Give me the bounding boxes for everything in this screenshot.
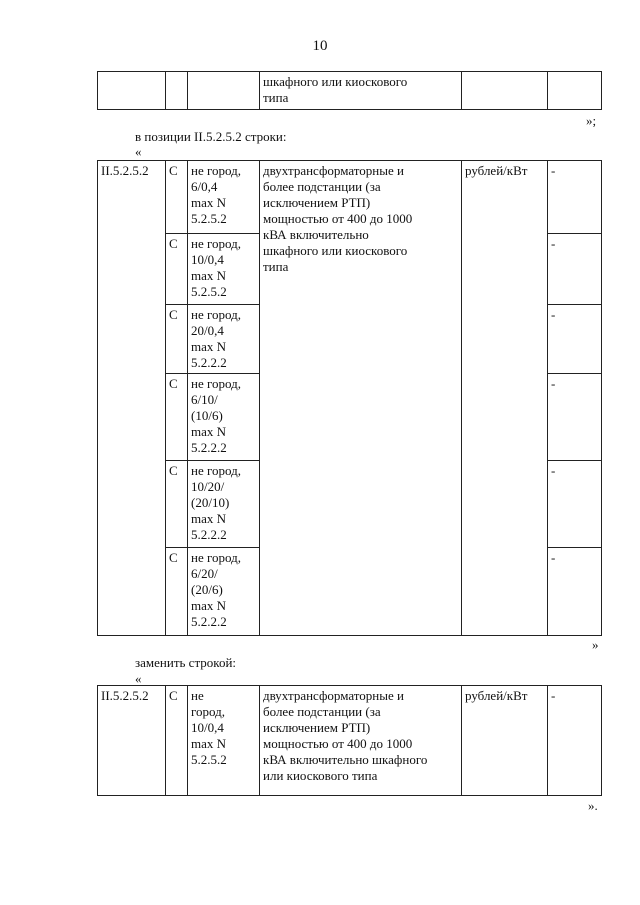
code-cell xyxy=(98,72,166,110)
letter-cell xyxy=(166,72,188,110)
place-cell: не город, 6/20/ (20/6) max N 5.2.2.2 xyxy=(188,548,260,636)
letter-cell: С xyxy=(166,161,188,234)
unit-cell: рублей/кВт xyxy=(462,686,548,796)
letter-cell: С xyxy=(166,305,188,374)
page-number: 10 xyxy=(312,38,328,54)
place-cell xyxy=(188,72,260,110)
letter-cell: С xyxy=(166,374,188,461)
letter-cell: С xyxy=(166,461,188,548)
description-cell: двухтрансформаторные и более подстанции (за исключением РТП) мощностью от 400 до 1000 кВА включительно шкафного или киоскового типа xyxy=(260,686,462,796)
place-cell: не город, 10/0,4 max N 5.2.5.2 xyxy=(188,686,260,796)
letter-cell: С xyxy=(166,234,188,305)
old-rows-table xyxy=(97,160,602,636)
closing-quote: »; xyxy=(586,113,597,128)
value-cell: - xyxy=(548,305,602,374)
value-cell: - xyxy=(548,234,602,305)
opening-quote: « xyxy=(135,671,142,686)
new-row-table xyxy=(97,685,602,796)
code-cell: II.5.2.5.2 xyxy=(98,161,166,636)
place-cell: не город, 10/20/ (20/10) max N 5.2.2.2 xyxy=(188,461,260,548)
intro-text: заменить строкой: xyxy=(135,655,237,670)
value-cell: - xyxy=(548,374,602,461)
unit-cell xyxy=(462,72,548,110)
value-cell xyxy=(548,72,602,110)
place-cell: не город, 6/0,4 max N 5.2.5.2 xyxy=(188,161,260,234)
place-cell: не город, 20/0,4 max N 5.2.2.2 xyxy=(188,305,260,374)
place-cell: не город, 10/0,4 max N 5.2.5.2 xyxy=(188,234,260,305)
continuation-table xyxy=(97,71,602,110)
closing-quote: » xyxy=(592,637,599,652)
value-cell: - xyxy=(548,161,602,234)
value-cell: - xyxy=(548,686,602,796)
code-cell: II.5.2.5.2 xyxy=(98,686,166,796)
unit-cell: рублей/кВт xyxy=(462,161,548,636)
place-cell: не город, 6/10/ (10/6) max N 5.2.2.2 xyxy=(188,374,260,461)
description-cell: шкафного или киоскового типа xyxy=(260,72,462,110)
intro-text: в позиции II.5.2.5.2 строки: xyxy=(135,129,287,144)
description-cell: двухтрансформаторные и более подстанции (за исключением РТП) мощностью от 400 до 1000 кВА включительно шкафного или киоскового типа xyxy=(260,161,462,636)
value-cell: - xyxy=(548,461,602,548)
closing-quote: ». xyxy=(588,798,598,813)
value-cell: - xyxy=(548,548,602,636)
letter-cell: С xyxy=(166,548,188,636)
opening-quote: « xyxy=(135,144,142,159)
letter-cell: С xyxy=(166,686,188,796)
